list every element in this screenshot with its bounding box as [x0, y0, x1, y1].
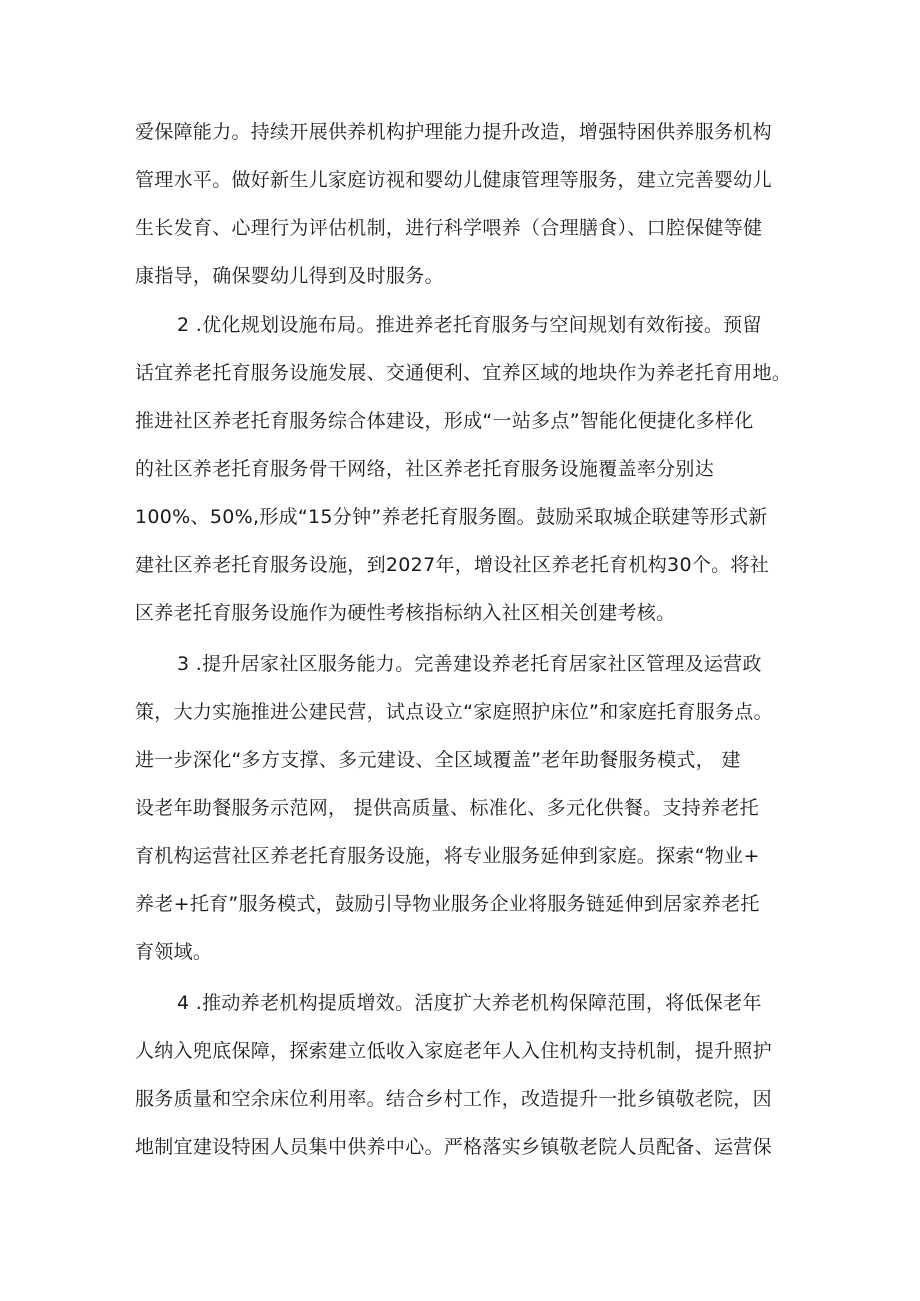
text-line-19: 4 .推动养老机构提质增效。活度扩大养老机构保障范围，将低保老年: [177, 992, 762, 1014]
text-line-16: 育机构运营社区养老托育服务设施，将专业服务延伸到家庭。探索“物业+: [135, 845, 760, 867]
text-line-1: 爱保障能力。持续开展供养机构护理能力提升改造，增强特困供养服务机构: [135, 121, 772, 143]
text-line-21: 服务质量和空余床位利用率。结合乡村工作，改造提升一批乡镇敬老院，因: [135, 1088, 772, 1110]
text-line-5: 2 .优化规划设施布局。推进养老托育服务与空间规划有效衔接。预留: [177, 314, 762, 336]
text-line-13: 策，大力实施推进公建民营，试点设立“家庭照护床位”和家庭托育服务点。: [135, 701, 773, 723]
text-line-17: 养老+托育”服务模式，鼓励引导物业服务企业将服务链延伸到居家养老托: [135, 893, 760, 915]
text-line-2: 管理水平。做好新生儿家庭访视和婴幼儿健康管理等服务，建立完善婴幼儿: [135, 169, 772, 191]
text-line-12: 3 .提升居家社区服务能力。完善建设养老托育居家社区管理及运营政: [177, 653, 762, 675]
text-line-18: 育领域。: [135, 941, 213, 963]
text-line-7: 推进社区养老托育服务综合体建设，形成“一站多点”智能化便捷化多样化: [135, 410, 754, 432]
text-line-9: 100%、50%,形成“15分钟”养老托育服务圈。鼓励采取城企联建等形式新: [135, 506, 768, 528]
text-line-3: 生长发育、心理行为评估机制，进行科学喂养（合理膳食）、口腔保健等健: [135, 217, 763, 239]
text-line-4: 康指导，确保婴幼儿得到及时服务。: [135, 265, 444, 287]
text-line-15: 设老年助餐服务示范网， 提供高质量、标准化、多元化供餐。支持养老托: [135, 797, 759, 819]
text-line-20: 人纳入兜底保障，探索建立低收入家庭老年人入住机构支持机制，提升照护: [135, 1040, 772, 1062]
text-line-8: 的社区养老托育服务骨干网络，社区养老托育服务设施覆盖率分别达: [135, 458, 715, 480]
text-line-10: 建社区养老托育服务设施，到2027年，增设社区养老托育机构30个。将社: [135, 554, 770, 576]
text-line-11: 区养老托育服务设施作为硬性考核指标纳入社区相关创建考核。: [135, 602, 676, 624]
text-line-6: 话宜养老托育服务设施发展、交通便利、宜养区域的地块作为养老托育用地。: [135, 362, 792, 384]
text-line-14: 进一步深化“多方支撑、多元建设、全区域覆盖”老年助餐服务模式， 建: [135, 749, 741, 771]
text-line-22: 地制宜建设特困人员集中供养中心。严格落实乡镇敬老院人员配备、运营保: [135, 1136, 772, 1158]
